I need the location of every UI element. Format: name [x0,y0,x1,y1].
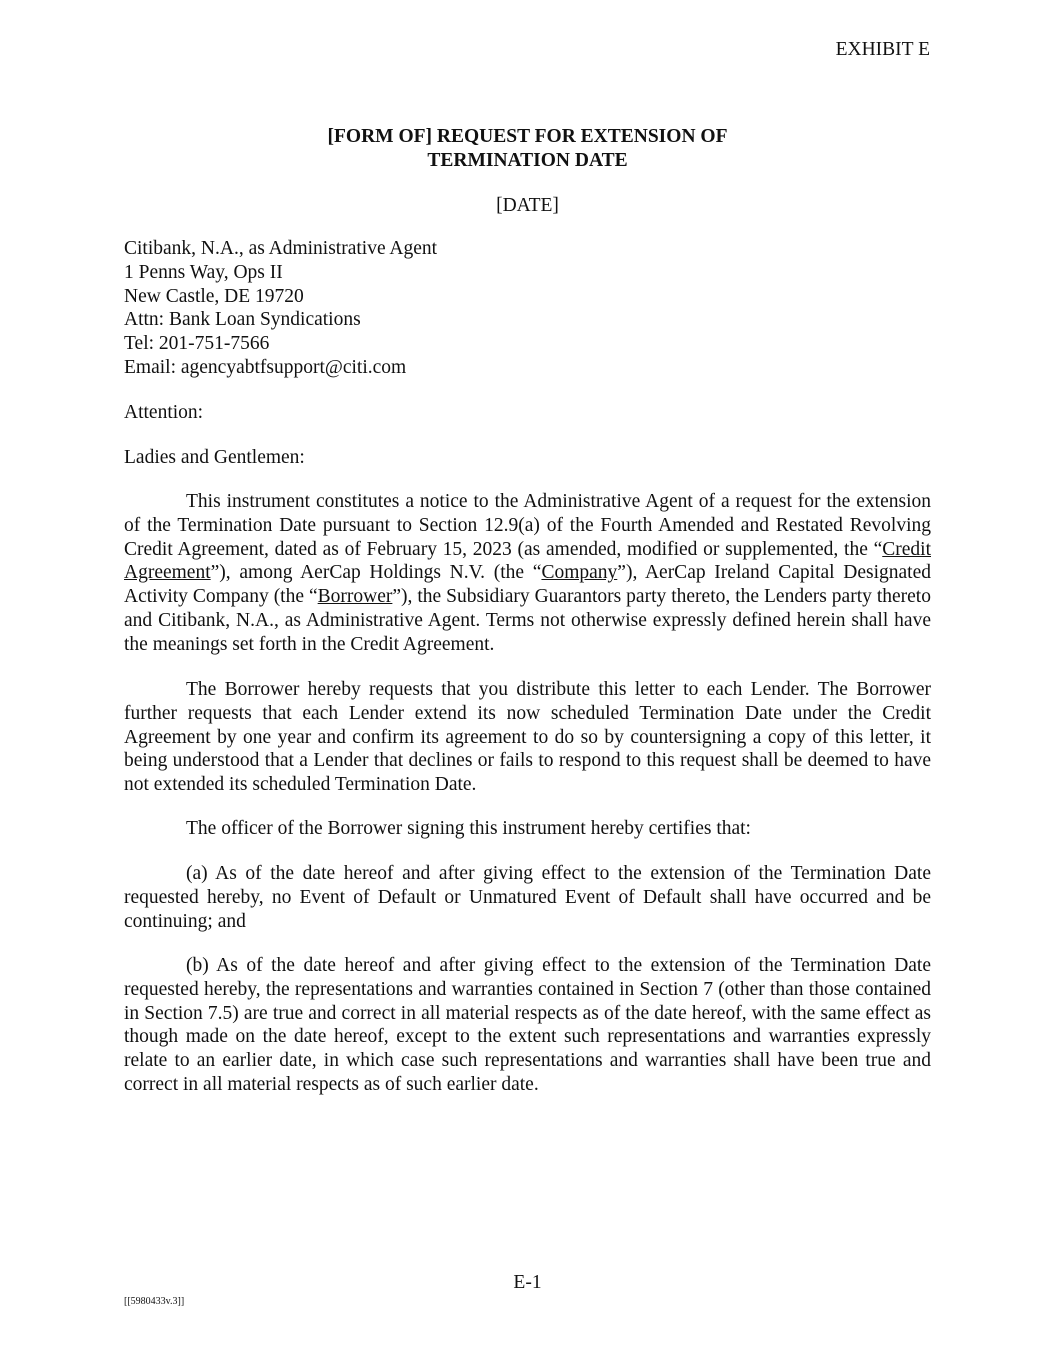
paragraph-request: The Borrower hereby requests that you distribute this letter to each Lender. The Borrower further requests that each Lender extend its now scheduled Termination Date under the Credit Agreement by one year and confirm its agreement to do so by countersigning a copy of this letter, it being understood that a Lender that declines or fails to respond to this request shall be deemed to have not extended its scheduled Termination Date. [124,679,931,796]
exhibit-label: EXHIBIT E [835,39,930,60]
paragraph-notice-text-4: ”), the Subsidiary Guarantors party thereto, the Lenders party thereto and Citibank, N.A., as Administrative Agent. Terms not otherwise expressly defined herein shall have the meanings set forth in the Credit Agreement. [124,586,931,655]
salutation: Ladies and Gentlemen: [124,447,305,468]
paragraph-notice-text-2: ”), among AerCap Holdings N.V. (the “ [210,562,542,584]
defined-term-borrower: Borrower [317,586,393,608]
address-line-6: Email: agencyabtfsupport@citi.com [124,356,407,378]
document-title [0,125,1055,173]
paragraph-notice [124,490,931,657]
paragraph-notice-text-1: This instrument constitutes a notice to the Administrative Agent of a request for the extension of the Termination Date pursuant to Section 12.9(a) of the Fourth Amended and Restated Revolving Credit Agreement, dated as of February 15, 2023 (as amended, modified or supplemented, the “ [124,491,931,560]
address-line-5: Tel: 201-751-7566 [124,333,270,355]
title-line-1: [FORM OF] REQUEST FOR EXTENSION OF [327,126,728,147]
paragraph-certification-b: (b) As of the date hereof and after giving effect to the extension of the Termination Date requested hereby, the representations and warranties contained in Section 7 (other than those contained in Section 7.5) are true and correct in all material respects as of the date hereof, with the same effect as though made on the date hereof, except to the extent such representations and warranties expressly relate to an earlier date, in which case such representations and warranties shall have been true and correct in all material respects as of such earlier date. [124,955,931,1095]
address-line-2: 1 Penns Way, Ops II [124,261,283,283]
date-placeholder: [DATE] [496,195,559,216]
document-id: [[5980433v.3]] [124,1296,185,1307]
page-number: E-1 [513,1272,542,1293]
address-line-1: Citibank, N.A., as Administrative Agent [124,238,438,259]
title-line-2: TERMINATION DATE [427,149,628,171]
recipient-address [124,237,931,380]
attention-line: Attention: [124,402,204,423]
paragraph-notice-text-3: ”), AerCap Ireland Capital Designated Activity Company (the “ [124,562,931,608]
defined-term-company: Company [541,562,618,584]
paragraph-certification-a: (a) As of the date hereof and after giving effect to the extension of the Termination Date requested hereby, no Event of Default or Unmatured Event of Default shall have occurred and be continuing; and [124,863,931,932]
address-line-4: Attn: Bank Loan Syndications [124,309,361,331]
paragraph-certification-intro: The officer of the Borrower signing this instrument hereby certifies that: [186,818,751,839]
address-line-3: New Castle, DE 19720 [124,285,304,307]
defined-term-credit-agreement: Credit Agreement [124,538,931,584]
